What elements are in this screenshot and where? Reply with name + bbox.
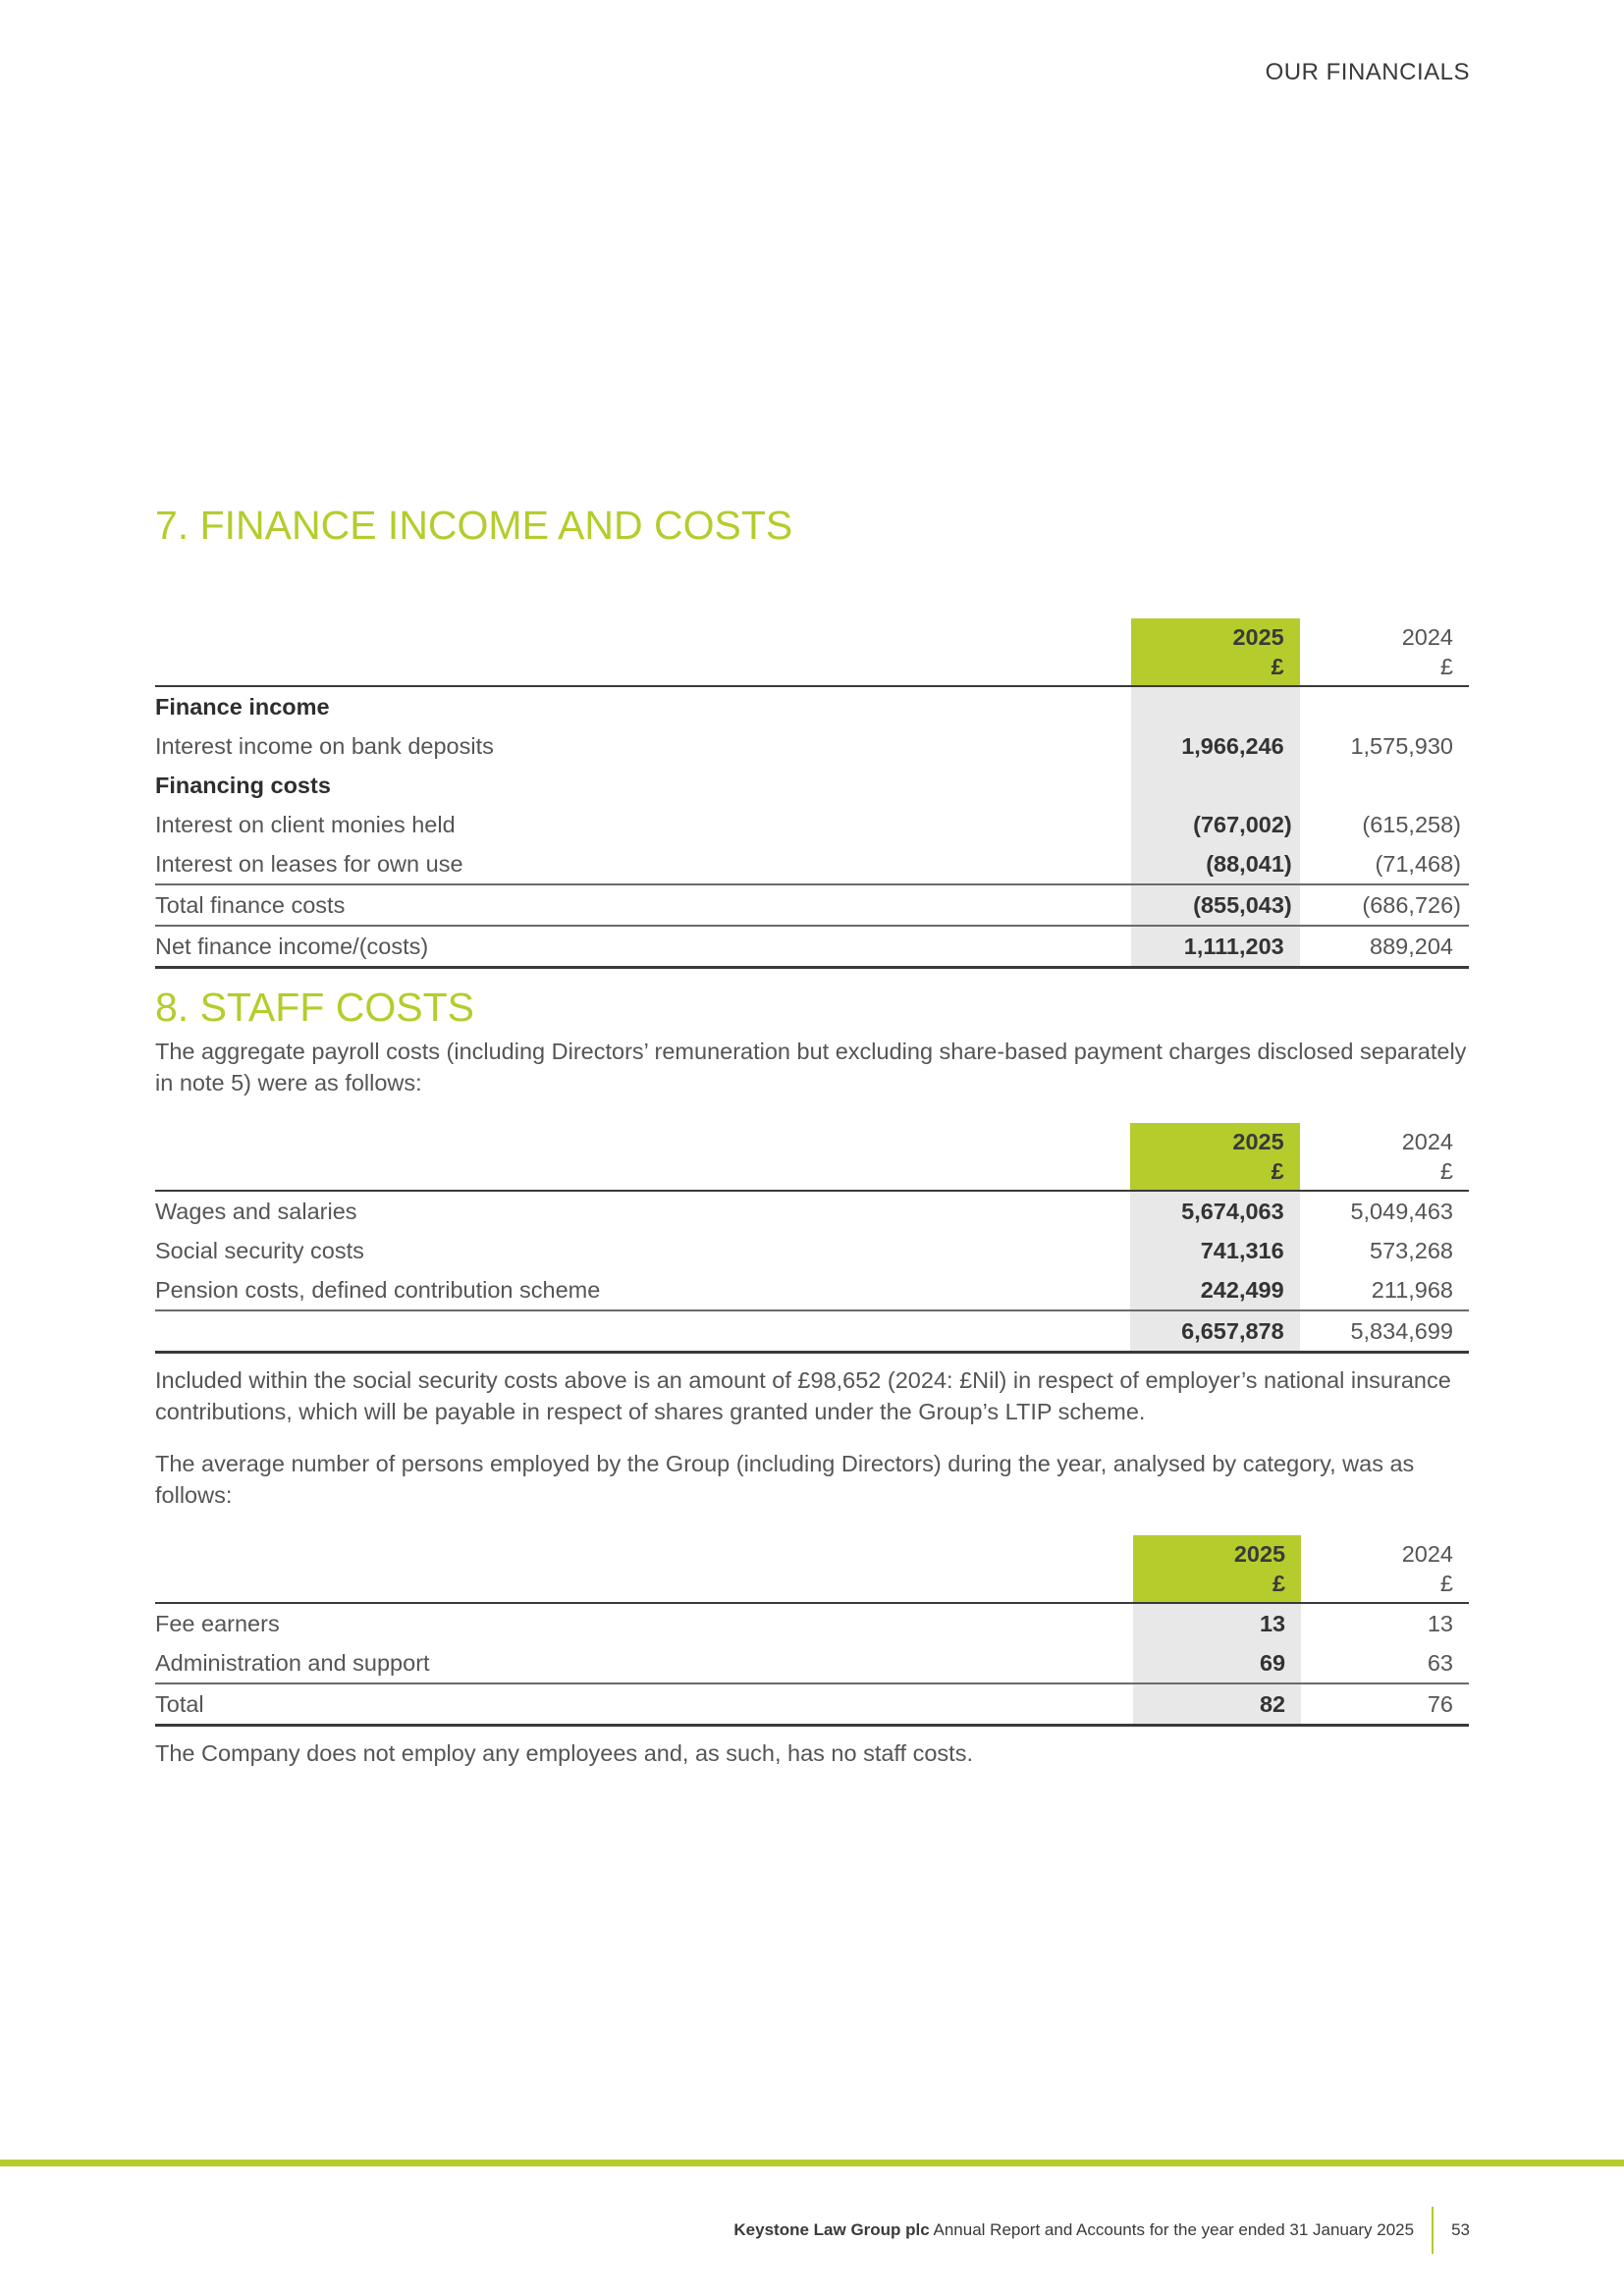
col-2024-header: 2024 £ xyxy=(1401,1129,1453,1184)
table-row xyxy=(155,1603,1469,1643)
note7-title: 7. FINANCE INCOME AND COSTS xyxy=(155,503,793,548)
table-row xyxy=(155,844,1469,884)
table-row xyxy=(155,1310,1469,1353)
table-header-row xyxy=(155,1123,1469,1191)
value-2025: (855,043) xyxy=(1131,884,1300,926)
page-footer xyxy=(733,2207,1470,2254)
value-2025: 1,111,203 xyxy=(1131,926,1300,968)
table-row xyxy=(155,926,1469,968)
staff-costs-intro: The aggregate payroll costs (including Directors’ remuneration but excluding share-based payment charges disclosed separately in note 5) were as follows: xyxy=(155,1039,1467,1095)
table-row xyxy=(155,805,1469,844)
row-label: Social security costs xyxy=(155,1237,364,1263)
finance-income-table xyxy=(155,618,1469,969)
note8-title: 8. STAFF COSTS xyxy=(155,985,474,1030)
table-row xyxy=(155,766,1469,805)
headcount-table xyxy=(155,1535,1469,1727)
company-staff-note: The Company does not employ any employees and, as such, has no staff costs. xyxy=(155,1740,973,1766)
row-label: Interest income on bank deposits xyxy=(155,732,494,759)
footer-separator xyxy=(1432,2207,1434,2254)
col-2025-header: 2025 £ xyxy=(1130,1123,1299,1191)
value-2024: 573,268 xyxy=(1370,1237,1453,1263)
row-label: Wages and salaries xyxy=(155,1198,357,1224)
row-label: Administration and support xyxy=(155,1649,430,1676)
row-label: Finance income xyxy=(155,693,330,720)
value-2025: (88,041) xyxy=(1131,844,1300,884)
table-row xyxy=(155,1270,1469,1310)
value-2024: 211,968 xyxy=(1371,1276,1453,1303)
row-label: Fee earners xyxy=(155,1610,280,1636)
table-row xyxy=(155,1231,1469,1270)
row-label: Net finance income/(costs) xyxy=(155,926,1131,968)
value-2024: 5,049,463 xyxy=(1350,1198,1453,1224)
row-label: Interest on leases for own use xyxy=(155,850,463,877)
table-row xyxy=(155,726,1469,766)
running-header: OUR FINANCIALS xyxy=(1265,59,1470,85)
value-2025: 6,657,878 xyxy=(1130,1310,1299,1353)
row-label: Total xyxy=(155,1683,1133,1726)
header-label-cell xyxy=(155,1535,1133,1603)
table-header-row xyxy=(155,618,1469,686)
value-2024: (71,468) xyxy=(1375,850,1461,877)
value-2024: 63 xyxy=(1427,1649,1453,1676)
row-label: Pension costs, defined contribution scheme xyxy=(155,1276,601,1303)
row-label xyxy=(155,1310,1130,1353)
value-2025: 741,316 xyxy=(1130,1231,1299,1270)
col-2024-header: 2024 £ xyxy=(1401,624,1453,679)
value-2025: 69 xyxy=(1133,1643,1301,1683)
value-2024: 76 xyxy=(1301,1683,1469,1726)
value-2025: (767,002) xyxy=(1131,805,1300,844)
header-label-cell xyxy=(155,1123,1130,1191)
row-label: Total finance costs xyxy=(155,884,1131,926)
average-persons-note: The average number of persons employed by the Group (including Directors) during the year, analysed by category, was as follows: xyxy=(155,1451,1415,1508)
value-2025: 5,674,063 xyxy=(1130,1191,1299,1231)
value-2025: 13 xyxy=(1133,1603,1301,1643)
value-2025: 242,499 xyxy=(1130,1270,1299,1310)
value-2025: 82 xyxy=(1133,1683,1301,1726)
col-2025-header: 2025 £ xyxy=(1131,618,1300,686)
header-label-cell xyxy=(155,618,1131,686)
value-2024: 889,204 xyxy=(1300,926,1469,968)
value-2024: (615,258) xyxy=(1362,811,1461,837)
value-2024: 13 xyxy=(1427,1610,1453,1636)
footer-title: Keystone Law Group plc Annual Report and Accounts for the year ended 31 January 2025 xyxy=(733,2220,1415,2239)
value-2024: (686,726) xyxy=(1300,884,1469,926)
payroll-table xyxy=(155,1123,1469,1354)
col-2025-header: 2025 £ xyxy=(1133,1535,1301,1603)
col-2024-header: 2024 £ xyxy=(1401,1541,1453,1596)
table-row xyxy=(155,1683,1469,1726)
value-2024: 1,575,930 xyxy=(1350,732,1453,759)
table-header-row xyxy=(155,1535,1469,1603)
page-number: 53 xyxy=(1451,2220,1470,2239)
table-row xyxy=(155,884,1469,926)
table-row xyxy=(155,686,1469,726)
value-2025: 1,966,246 xyxy=(1131,726,1300,766)
row-label: Interest on client monies held xyxy=(155,811,456,837)
social-security-note: Included within the social security costs above is an amount of £98,652 (2024: £Nil) in respect of employer’s national insurance contributions, which will be payable in respect of shares granted under the Group’s LTIP scheme. xyxy=(155,1367,1451,1424)
value-2024: 5,834,699 xyxy=(1300,1310,1469,1353)
row-label: Financing costs xyxy=(155,772,331,798)
table-row xyxy=(155,1191,1469,1231)
footer-divider xyxy=(0,2160,1624,2166)
table-row xyxy=(155,1643,1469,1683)
